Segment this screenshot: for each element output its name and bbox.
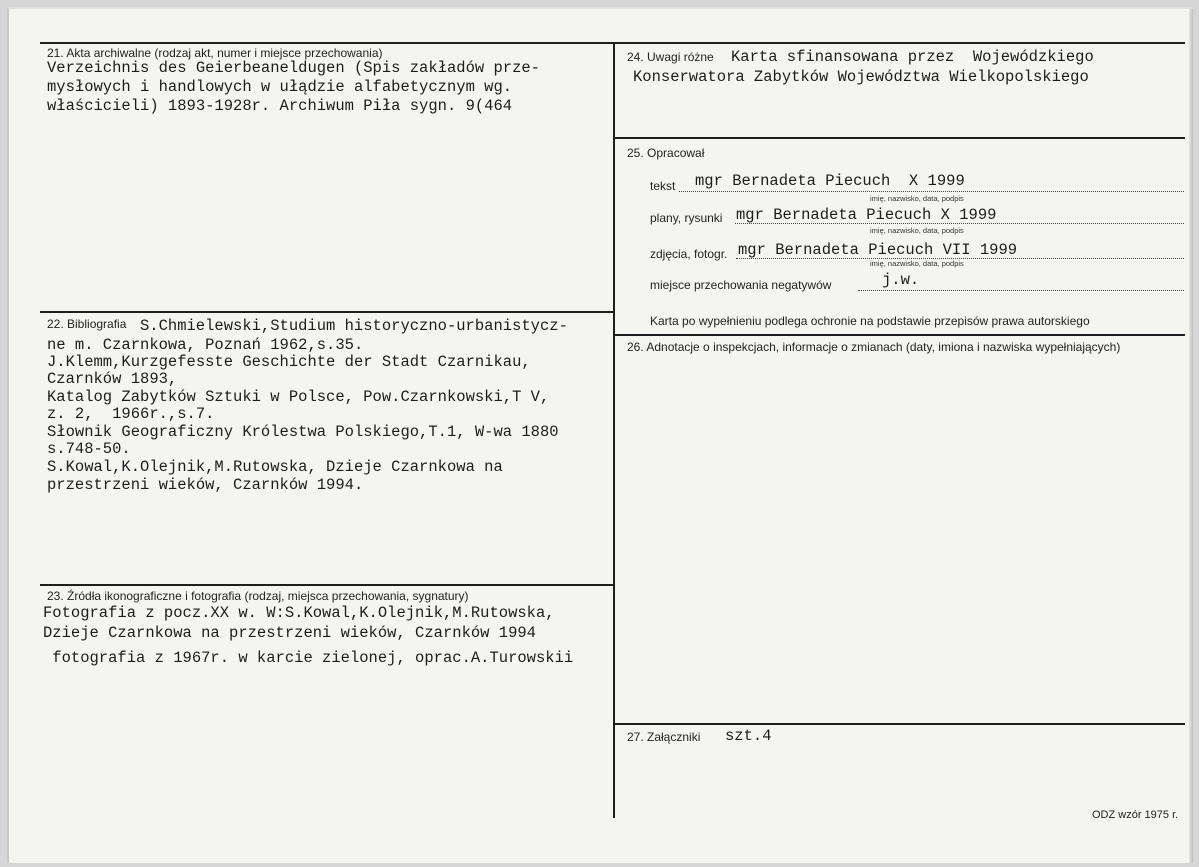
center-divider xyxy=(613,42,615,818)
section-27-label: 27. Załączniki xyxy=(627,730,701,744)
section-26-label: 26. Adnotacje o inspekcjach, informacje o zmianach (daty, imiona i nazwiska wypełniających) xyxy=(627,340,1121,354)
form-id: ODZ wzór 1975 r. xyxy=(1092,809,1179,821)
divider-21-22 xyxy=(40,311,614,313)
section-27-value: szt.4 xyxy=(725,727,772,745)
section-21-line: mysłowych i handlowych w ułądzie alfabetycznym wg. xyxy=(47,78,513,96)
section-22-line: przestrzeni wieków, Czarnków 1994. xyxy=(47,476,364,494)
negatywy-label: miejsce przechowania negatywów xyxy=(650,278,832,292)
section-24-line: Karta sfinansowana przez Wojewódzkiego xyxy=(731,48,1094,66)
section-22-label: 22. Bibliografia xyxy=(47,317,127,331)
zdjecia-hint: imię, nazwisko, data, podpis xyxy=(870,259,964,268)
section-22-line: Słownik Geograficzny Królestwa Polskiego,T.1, W-wa 1880 xyxy=(47,423,559,441)
tekst-value: mgr Bernadeta Piecuch X 1999 xyxy=(695,172,965,190)
section-22-line: s.748-50. xyxy=(47,440,131,458)
plany-value: mgr Bernadeta Piecuch X 1999 xyxy=(736,206,997,224)
section-22-line: ne m. Czarnkowa, Poznań 1962,s.35. xyxy=(47,336,364,354)
divider-25-26 xyxy=(614,334,1185,336)
section-22-line: S.Chmielewski,Studium historyczno-urbanistycz- xyxy=(140,317,568,335)
section-25-label: 25. Opracował xyxy=(627,146,705,160)
section-22-line: z. 2, 1966r.,s.7. xyxy=(47,405,215,423)
tekst-hint: imię, nazwisko, data, podpis xyxy=(870,194,964,203)
section-23-line: fotografia z 1967r. w karcie zielonej, oprac.A.Turowskii xyxy=(43,649,574,667)
section-23-line: Dzieje Czarnkowa na przestrzeni wieków, Czarnków 1994 xyxy=(43,624,536,642)
section-24-label: 24. Uwagi różne xyxy=(627,50,714,64)
divider-24-25 xyxy=(614,137,1185,139)
copyright-note: Karta po wypełnieniu podlega ochronie na podstawie przepisów prawa autorskiego xyxy=(650,314,1090,328)
negatywy-value: j.w. xyxy=(882,271,920,289)
scan-edge xyxy=(1189,9,1193,863)
section-22-line: J.Klemm,Kurzgefesste Geschichte der Stadt Czarnikau, xyxy=(47,353,531,371)
section-23-line: Fotografia z pocz.XX w. W:S.Kowal,K.Olejnik,M.Rutowska, xyxy=(43,604,555,622)
section-21-line: właścicieli) 1893-1928r. Archiwum Piła sygn. 9(464 xyxy=(47,97,513,115)
tekst-dotline xyxy=(679,191,1184,192)
section-23-label: 23. Źródła ikonograficzne i fotografia (rodzaj, miejsca przechowania, sygnatury) xyxy=(47,589,469,603)
divider-22-23 xyxy=(40,584,614,586)
section-24-line: Konserwatora Zabytków Województwa Wielkopolskiego xyxy=(633,68,1089,86)
zdjecia-label: zdjęcia, fotogr. xyxy=(650,247,728,261)
section-22-line: Czarnków 1893, xyxy=(47,370,178,388)
tekst-label: tekst xyxy=(650,179,676,193)
section-21-label: 21. Akta archiwalne (rodzaj akt, numer i miejsce przechowania) xyxy=(47,46,383,60)
section-22-line: S.Kowal,K.Olejnik,M.Rutowska, Dzieje Czarnkowa na xyxy=(47,458,503,476)
zdjecia-value: mgr Bernadeta Piecuch VII 1999 xyxy=(738,241,1018,259)
plany-hint: imię, nazwisko, data, podpis xyxy=(870,226,964,235)
section-22-line: Katalog Zabytków Sztuki w Polsce, Pow.Czarnkowski,T V, xyxy=(47,388,550,406)
negatywy-dotline xyxy=(858,290,1184,291)
plany-label: plany, rysunki xyxy=(650,211,723,225)
divider-26-27 xyxy=(614,723,1185,725)
section-21-line: Verzeichnis des Geierbeaneldugen (Spis zakładów prze- xyxy=(47,59,540,77)
